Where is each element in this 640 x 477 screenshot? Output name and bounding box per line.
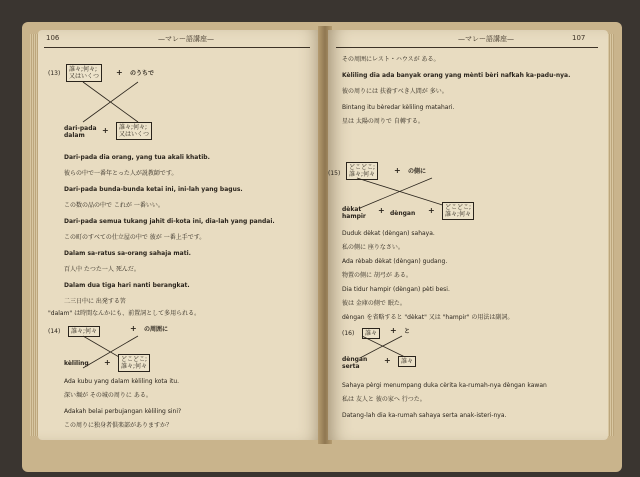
right-line-10: Dia tidur hampir (dèngan) pèti besi.	[342, 286, 450, 293]
right-header-rule	[336, 47, 598, 48]
left-line-9: Dalam dua tiga hari nanti berangkat.	[64, 282, 190, 289]
ex15-dengan: dèngan	[390, 210, 416, 217]
right-page-number: 107	[572, 34, 586, 42]
ex14-word: kèliling	[64, 360, 89, 367]
ex13-box-b: 誰々;何々; 又はいくつ	[116, 122, 152, 140]
ex16-plus: +	[390, 326, 397, 335]
ex13-word: dari-pada dalam	[64, 125, 97, 139]
right-running-header: —マレー語講座—	[458, 35, 514, 43]
ex14-plus-2: +	[104, 358, 111, 367]
left-line-6: この町のすべての仕立屋の中で 彼が 一番上手です。	[64, 234, 206, 241]
ex15-plus-3: +	[428, 206, 435, 215]
ex14-box-b: どこどこ; 誰々;何々	[118, 354, 150, 372]
right-line-5: 星は 太陽の周りで 自轉する。	[342, 118, 424, 125]
ex15-box-b: どこどこ; 誰々;何々	[442, 202, 474, 220]
ex15-word: dèkat hampir	[342, 206, 366, 220]
right-line-1: その周囲にレスト・ハウスが ある。	[342, 56, 440, 63]
left-page	[38, 30, 322, 440]
right-line-3: 彼の周りには 扶養すべき人間が 多い。	[342, 88, 448, 95]
left-line-3: Dari-pada bunda-bunda ketai ini, ini-lah yang bagus.	[64, 186, 243, 193]
right-line-7: 私の側に 座りなさい。	[342, 244, 404, 251]
left-page-number: 106	[46, 34, 60, 42]
right-line-9: 物置の側に 胡弓が ある。	[342, 272, 412, 279]
ex13-box-a: 誰々;何々; 又はいくつ	[66, 64, 102, 82]
left-note: "dalam" は時間なんかにも、前置詞として多用られる。	[48, 310, 201, 317]
ex13-particle: のうちで	[130, 70, 154, 77]
ex15-plus-2: +	[378, 206, 385, 215]
right-line-8: Ada rèbab dèkat (dèngan) gudang.	[342, 258, 448, 265]
ex15-number: (15)	[328, 170, 341, 177]
right-line-6: Duduk dèkat (dèngan) sahaya.	[342, 230, 435, 237]
ex16-word: dèngan serta	[342, 356, 368, 370]
left-line-12: 深い堀が その城の周りに ある。	[64, 392, 152, 399]
ex13-number: (13)	[48, 70, 61, 77]
ex13-plus: +	[116, 68, 123, 77]
ex16-box-b: 誰々	[398, 356, 416, 367]
left-line-2: 彼らの中で一番年とった人が説教師です。	[64, 170, 178, 177]
left-running-header: —マレー語講座—	[158, 35, 214, 43]
left-line-7: Dalam sa-ratus sa-orang sahaja mati.	[64, 250, 191, 257]
left-line-1: Dari-pada dia orang, yang tua akali khatib.	[64, 154, 210, 161]
right-page	[328, 30, 608, 440]
ex15-box-a: どこどこ; 誰々;何々	[346, 162, 378, 180]
left-page-edges	[30, 34, 38, 436]
right-note: dèngan を省略すると "dèkat" 又は "hampir" の用法は副詞。	[342, 314, 514, 321]
left-header-rule	[44, 47, 310, 48]
left-line-13: Adakah belai perbujangan kèliling sini?	[64, 408, 182, 415]
left-line-4: この数の品の中で これが 一番いい。	[64, 202, 164, 209]
ex15-plus: +	[394, 166, 401, 175]
left-line-11: Ada kubu yang dalam kèliling kota itu.	[64, 378, 180, 385]
ex16-box-a: 誰々	[362, 328, 380, 339]
ex16-plus-2: +	[384, 356, 391, 365]
right-line-12: Sahaya pèrgi menumpang duka cèrita ka-rumah-nya dèngan kawan	[342, 382, 547, 389]
left-line-14: この周りに独身者倶楽部がありますか？	[64, 422, 173, 429]
left-line-5: Dari-pada semua tukang jahit di-kota ini, dia-lah yang pandai.	[64, 218, 275, 225]
right-line-2: Kèliling dia ada banyak orang yang mènti bèri nafkah ka-padu-nya.	[342, 72, 571, 79]
left-line-8: 百人中 たつた一人 死んだ。	[64, 266, 140, 273]
ex14-box-a: 誰々;何々	[68, 326, 100, 337]
ex14-number: (14)	[48, 328, 61, 335]
ex14-plus: +	[130, 324, 137, 333]
right-line-11: 彼は 金庫の側で 眠た。	[342, 300, 406, 307]
right-line-14: Datang-lah dia ka-rumah sahaya serta anak-isteri-nya.	[342, 412, 507, 419]
left-line-10: 二三日中に 出発する筈	[64, 298, 126, 305]
ex13-plus-2: +	[102, 126, 109, 135]
ex16-particle: と	[404, 328, 411, 335]
right-line-13: 私は 友人と 彼の家へ 行つた。	[342, 396, 426, 403]
ex15-particle: の側に	[408, 168, 427, 175]
ex16-number: (16)	[342, 330, 355, 337]
ex14-particle: の周囲に	[144, 326, 169, 333]
right-line-4: Bintang itu bèredar kèliling matahari.	[342, 104, 455, 111]
